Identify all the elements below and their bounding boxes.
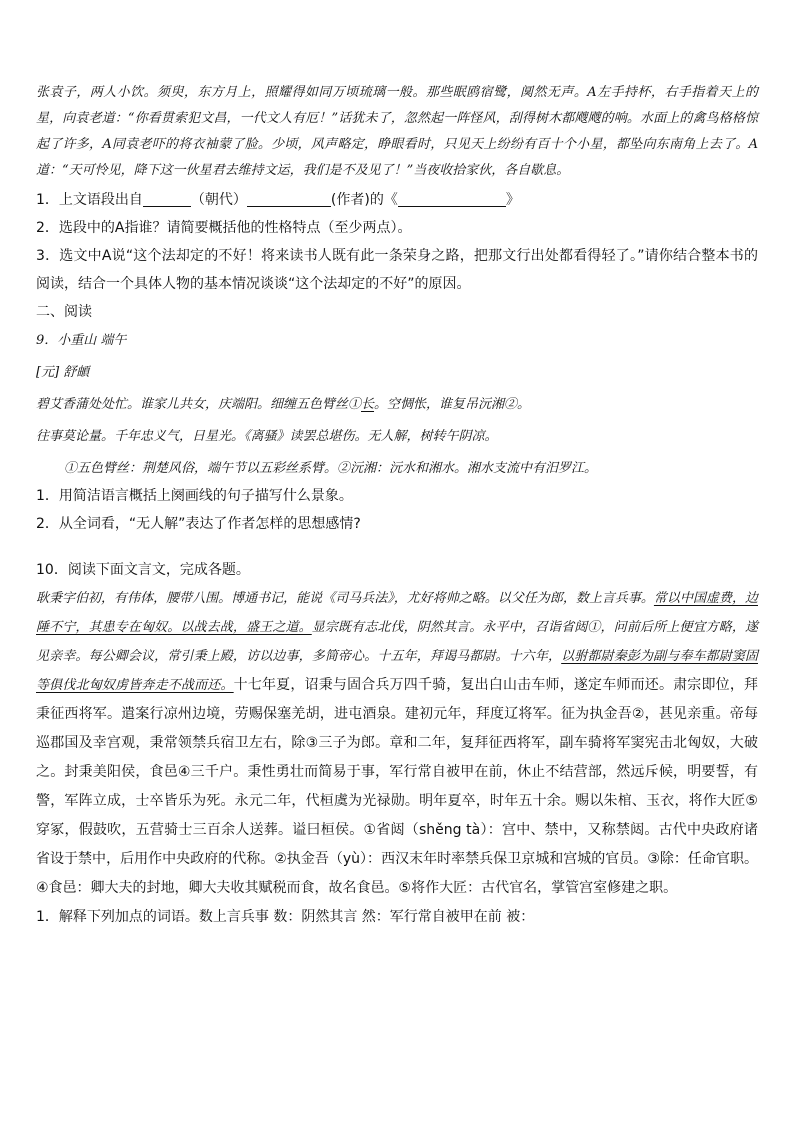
section-title: 二、阅读 (36, 304, 92, 320)
spacer (36, 538, 758, 556)
exam-page (36, 80, 758, 931)
poem-underlined-word: 长 (361, 397, 375, 412)
q1-number: 1． (36, 192, 59, 208)
q10-passage (36, 584, 758, 903)
poem-line-1 (36, 392, 758, 418)
q10-passage-b: 显宗既有志北伐，阴然其言。永平中，召诣省闼①，问前后所上便宜方略，遂见亲幸。每公卿会议，常引秉上殿，访以边事，多简帝心。十五年，拜谒马都尉。十六年， (36, 620, 758, 664)
q10-question-1: 1．解释下列加点的词语。数上言兵事 数：阴然其言 然：军行常自被甲在前 被： (36, 909, 535, 925)
poem-question-2: 2．从全词看，“无人解”表达了作者怎样的思想感情? (36, 516, 361, 532)
q10-header: 10．阅读下面文言文，完成各题。 (36, 562, 250, 578)
q10-underlined-2: 以驸都尉秦彭为副与奉车都尉窦固等俱伐北匈奴虏皆奔走不战而还。 (36, 649, 758, 693)
q1-blank-dynasty[interactable] (143, 190, 191, 207)
poem-line-1c: 。空惆怅，谁复吊沅湘②。 (374, 397, 531, 412)
question-3: 3．选文中A说“这个法却定的不好！将来读书人既有此一条荣身之路，把那文行出处都看得轻了。”请你结合整本书的阅读，结合一个具体人物的基本情况谈谈“这个法却定的不好”的原因。 (36, 248, 758, 292)
q1-text-3: (作者)的《 (330, 192, 398, 208)
poem-title: 9．小重山 端午 (36, 333, 127, 348)
poem-question-1: 1．用简洁语言概括上阕画线的句子描写什么景象。 (36, 488, 353, 504)
q1-text-1: 上文语段出自 (58, 192, 143, 208)
q1-text-4: 》 (505, 192, 520, 208)
q1-blank-title[interactable] (398, 190, 506, 207)
poem-author: [元] 舒頔 (36, 365, 90, 380)
poem-line-1a: 碧艾香蒲处处忙。谁家儿共女，庆端阳。细缠五色臂丝① (36, 397, 362, 412)
passage-a: 张袁子，两人小饮。须臾，东方月上，照耀得如同万顷琉璃一般。那些眠鸥宿鹭，阒然无声。A左手持杯，右手指着天上的星，向袁老道：“你看贯索犯文昌，一代文人有厄！”话犹未了，忽然起一阵怪风，刮得树木都飕飕的响。水面上的禽鸟格格惊起了许多，A同袁老吓的将衣袖蒙了脸。少顷，风声略定，睁眼看时，只见天上纷纷有百十个小星，都坠向东南角上去了。A道：“天可怜见，降下这一伙星君去维持文运，我们是不及见了！”当夜收拾家伙，各自歇息。 (36, 85, 758, 178)
q10-passage-c: 十七年夏，诏秉与固合兵万四千骑，复出白山击车师，遂定车师而还。肃宗即位，拜秉征西将军。遣案行凉州边境，劳赐保塞羌胡，进屯酒泉。建初元年，拜度辽将军。征为执金吾②，甚见亲重。帝每巡郡国及幸宫观，秉常领禁兵宿卫左右，除③三子为郎。章和二年，复拜征西将军，副车骑将军窦宪击北匈奴，大破之。封秉美阳侯，食邑④三千户。秉性勇壮而简易于事，军行常自被甲在前，休止不结营部，然远斥候，明要誓，有警，军阵立成，士卒皆乐为死。永元二年，代桓虞为光禄勋。明年夏卒，时年五十余。赐以朱棺、玉衣，将作大匠⑤穿冢，假鼓吹，五营骑士三百余人送葬。谥曰桓侯。①省闼（shěng tà）：宫中、禁中，又称禁闼。古代中央政府诸省设于禁中，后用作中央政府的代称。②执金吾（yù）：西汉末年时率禁兵保卫京城和宫城的官员。③除：任命官职。④食邑：卿大夫的封地，卿大夫收其赋税而食，故名食邑。⑤将作大匠：古代官名，掌管宫室修建之职。 (36, 677, 758, 896)
question-2: 2．选段中的A指谁？请简要概括他的性格特点（至少两点）。 (36, 220, 412, 236)
question-1 (36, 186, 758, 214)
q10-passage-a: 耿秉字伯初，有伟体，腰带八围。博通书记，能说《司马兵法》，尤好将帅之略。以父任为郎，数上言兵事。 (36, 591, 654, 606)
q1-text-2: （朝代） (190, 192, 247, 208)
q10-underlined-1: 常以中国虚费，边陲不宁，其患专在匈奴。以战去战，盛王之道。 (36, 591, 758, 635)
poem-line-2: 往事莫论量。千年忠义气，日星光。《离骚》读罢总堪伤。无人解，树转午阴凉。 (36, 429, 498, 444)
q1-blank-author[interactable] (247, 190, 331, 207)
poem-notes: ①五色臂丝：荆楚风俗，端午节以五彩丝系臂。②沅湘：沅水和湘水。湘水支流中有汨罗江。 (64, 461, 598, 476)
